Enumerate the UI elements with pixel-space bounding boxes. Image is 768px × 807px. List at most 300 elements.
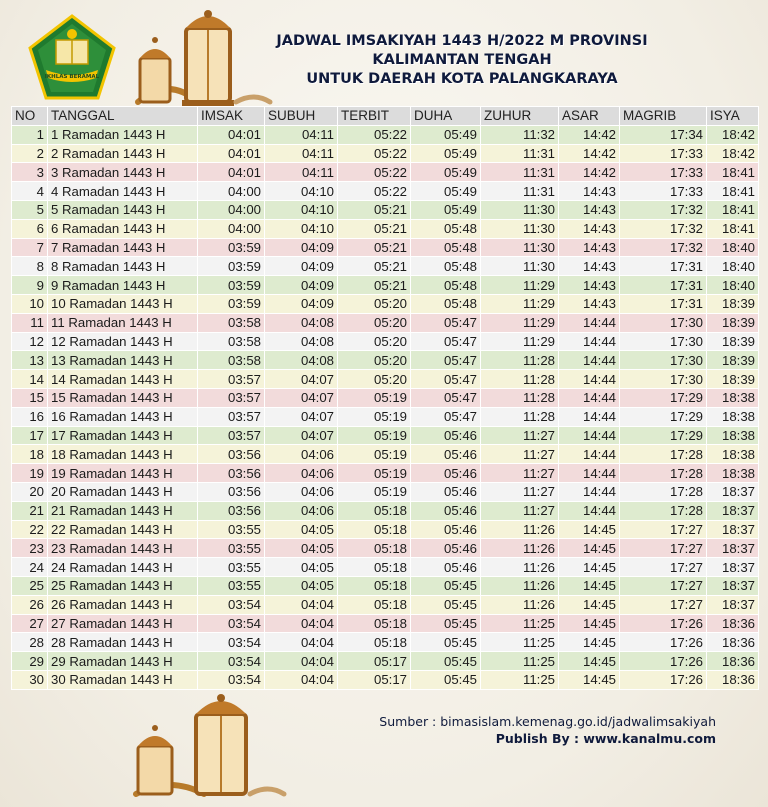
cell-no: 27 — [12, 614, 48, 633]
cell-isya: 18:39 — [707, 351, 759, 370]
cell-tanggal: 7 Ramadan 1443 H — [48, 238, 198, 257]
cell-asar: 14:44 — [559, 351, 620, 370]
cell-imsak: 04:00 — [198, 182, 265, 201]
cell-no: 14 — [12, 370, 48, 389]
cell-terbit: 05:21 — [338, 200, 411, 219]
cell-no: 16 — [12, 407, 48, 426]
cell-duha: 05:46 — [411, 520, 481, 539]
cell-duha: 05:46 — [411, 501, 481, 520]
cell-imsak: 03:57 — [198, 426, 265, 445]
cell-no: 20 — [12, 482, 48, 501]
cell-isya: 18:40 — [707, 257, 759, 276]
cell-magrib: 17:34 — [620, 125, 707, 144]
cell-asar: 14:43 — [559, 294, 620, 313]
cell-no: 6 — [12, 219, 48, 238]
cell-imsak: 03:54 — [198, 633, 265, 652]
table-row — [12, 163, 759, 182]
cell-imsak: 03:58 — [198, 351, 265, 370]
cell-terbit: 05:18 — [338, 595, 411, 614]
cell-asar: 14:44 — [559, 426, 620, 445]
cell-duha: 05:45 — [411, 614, 481, 633]
cell-zuhur: 11:26 — [481, 595, 559, 614]
cell-isya: 18:36 — [707, 633, 759, 652]
title-line-1: JADWAL IMSAKIYAH 1443 H/2022 M PROVINSI — [276, 33, 648, 49]
cell-isya: 18:39 — [707, 294, 759, 313]
table-row — [12, 652, 759, 671]
cell-isya: 18:36 — [707, 652, 759, 671]
cell-zuhur: 11:25 — [481, 670, 559, 689]
cell-isya: 18:37 — [707, 482, 759, 501]
title-line-2: KALIMANTAN TENGAH — [372, 52, 552, 68]
cell-tanggal: 27 Ramadan 1443 H — [48, 614, 198, 633]
cell-tanggal: 10 Ramadan 1443 H — [48, 294, 198, 313]
kemenag-logo — [26, 14, 118, 100]
table-row — [12, 520, 759, 539]
cell-magrib: 17:29 — [620, 388, 707, 407]
cell-imsak: 03:56 — [198, 464, 265, 483]
column-header-isya: ISYA — [707, 107, 759, 126]
cell-terbit: 05:19 — [338, 482, 411, 501]
cell-duha: 05:46 — [411, 445, 481, 464]
cell-terbit: 05:18 — [338, 633, 411, 652]
cell-tanggal: 1 Ramadan 1443 H — [48, 125, 198, 144]
cell-duha: 05:45 — [411, 633, 481, 652]
table-row — [12, 539, 759, 558]
cell-subuh: 04:07 — [265, 407, 338, 426]
cell-zuhur: 11:27 — [481, 445, 559, 464]
cell-zuhur: 11:31 — [481, 144, 559, 163]
cell-duha: 05:47 — [411, 388, 481, 407]
cell-duha: 05:48 — [411, 219, 481, 238]
cell-asar: 14:44 — [559, 464, 620, 483]
table-row — [12, 633, 759, 652]
cell-asar: 14:43 — [559, 200, 620, 219]
cell-asar: 14:43 — [559, 238, 620, 257]
cell-tanggal: 11 Ramadan 1443 H — [48, 313, 198, 332]
cell-duha: 05:49 — [411, 144, 481, 163]
cell-isya: 18:41 — [707, 200, 759, 219]
cell-magrib: 17:27 — [620, 595, 707, 614]
cell-terbit: 05:20 — [338, 351, 411, 370]
cell-asar: 14:44 — [559, 388, 620, 407]
cell-zuhur: 11:29 — [481, 313, 559, 332]
cell-asar: 14:44 — [559, 332, 620, 351]
cell-isya: 18:40 — [707, 276, 759, 295]
cell-subuh: 04:08 — [265, 332, 338, 351]
cell-asar: 14:44 — [559, 482, 620, 501]
cell-terbit: 05:21 — [338, 219, 411, 238]
cell-isya: 18:39 — [707, 313, 759, 332]
cell-magrib: 17:30 — [620, 332, 707, 351]
cell-magrib: 17:26 — [620, 652, 707, 671]
svg-text:IKHLAS BERAMAL: IKHLAS BERAMAL — [44, 74, 100, 80]
cell-zuhur: 11:26 — [481, 558, 559, 577]
cell-zuhur: 11:32 — [481, 125, 559, 144]
cell-tanggal: 15 Ramadan 1443 H — [48, 388, 198, 407]
table-row — [12, 182, 759, 201]
cell-subuh: 04:05 — [265, 520, 338, 539]
cell-asar: 14:45 — [559, 614, 620, 633]
table-row — [12, 388, 759, 407]
cell-terbit: 05:18 — [338, 558, 411, 577]
cell-zuhur: 11:30 — [481, 200, 559, 219]
cell-no: 26 — [12, 595, 48, 614]
cell-tanggal: 14 Ramadan 1443 H — [48, 370, 198, 389]
cell-imsak: 03:54 — [198, 614, 265, 633]
cell-no: 11 — [12, 313, 48, 332]
cell-isya: 18:42 — [707, 125, 759, 144]
cell-imsak: 04:01 — [198, 163, 265, 182]
table-row — [12, 501, 759, 520]
cell-zuhur: 11:27 — [481, 501, 559, 520]
cell-isya: 18:37 — [707, 558, 759, 577]
cell-tanggal: 3 Ramadan 1443 H — [48, 163, 198, 182]
cell-isya: 18:42 — [707, 144, 759, 163]
cell-subuh: 04:05 — [265, 576, 338, 595]
cell-magrib: 17:28 — [620, 464, 707, 483]
cell-tanggal: 4 Ramadan 1443 H — [48, 182, 198, 201]
cell-isya: 18:37 — [707, 539, 759, 558]
cell-duha: 05:47 — [411, 370, 481, 389]
cell-subuh: 04:04 — [265, 670, 338, 689]
cell-tanggal: 30 Ramadan 1443 H — [48, 670, 198, 689]
cell-terbit: 05:18 — [338, 614, 411, 633]
cell-magrib: 17:33 — [620, 163, 707, 182]
cell-tanggal: 17 Ramadan 1443 H — [48, 426, 198, 445]
cell-no: 21 — [12, 501, 48, 520]
column-header-terbit: TERBIT — [338, 107, 411, 126]
table-body — [12, 125, 759, 689]
cell-subuh: 04:04 — [265, 614, 338, 633]
cell-no: 9 — [12, 276, 48, 295]
cell-asar: 14:45 — [559, 652, 620, 671]
cell-tanggal: 21 Ramadan 1443 H — [48, 501, 198, 520]
cell-magrib: 17:28 — [620, 445, 707, 464]
cell-asar: 14:44 — [559, 370, 620, 389]
cell-tanggal: 5 Ramadan 1443 H — [48, 200, 198, 219]
table-row — [12, 370, 759, 389]
cell-terbit: 05:19 — [338, 464, 411, 483]
column-header-magrib: MAGRIB — [620, 107, 707, 126]
cell-tanggal: 2 Ramadan 1443 H — [48, 144, 198, 163]
cell-zuhur: 11:29 — [481, 276, 559, 295]
cell-zuhur: 11:30 — [481, 238, 559, 257]
cell-terbit: 05:17 — [338, 670, 411, 689]
table-row — [12, 257, 759, 276]
cell-no: 4 — [12, 182, 48, 201]
cell-no: 23 — [12, 539, 48, 558]
cell-imsak: 04:01 — [198, 144, 265, 163]
cell-no: 1 — [12, 125, 48, 144]
cell-magrib: 17:29 — [620, 407, 707, 426]
cell-magrib: 17:33 — [620, 144, 707, 163]
cell-no: 18 — [12, 445, 48, 464]
table-row — [12, 445, 759, 464]
cell-tanggal: 25 Ramadan 1443 H — [48, 576, 198, 595]
cell-imsak: 03:55 — [198, 520, 265, 539]
page-title — [272, 32, 652, 89]
cell-magrib: 17:30 — [620, 370, 707, 389]
cell-no: 8 — [12, 257, 48, 276]
cell-duha: 05:49 — [411, 200, 481, 219]
cell-asar: 14:44 — [559, 407, 620, 426]
table-row — [12, 576, 759, 595]
cell-imsak: 03:54 — [198, 652, 265, 671]
cell-asar: 14:42 — [559, 163, 620, 182]
cell-tanggal: 19 Ramadan 1443 H — [48, 464, 198, 483]
cell-subuh: 04:09 — [265, 276, 338, 295]
cell-tanggal: 18 Ramadan 1443 H — [48, 445, 198, 464]
cell-imsak: 03:57 — [198, 388, 265, 407]
cell-asar: 14:44 — [559, 445, 620, 464]
cell-isya: 18:40 — [707, 238, 759, 257]
cell-no: 10 — [12, 294, 48, 313]
cell-asar: 14:43 — [559, 182, 620, 201]
cell-terbit: 05:20 — [338, 332, 411, 351]
lantern-illustration-top — [128, 6, 278, 110]
cell-terbit: 05:20 — [338, 313, 411, 332]
cell-no: 15 — [12, 388, 48, 407]
title-line-3: UNTUK DAERAH KOTA PALANGKARAYA — [306, 71, 618, 87]
cell-magrib: 17:26 — [620, 614, 707, 633]
cell-terbit: 05:20 — [338, 370, 411, 389]
cell-subuh: 04:08 — [265, 313, 338, 332]
cell-asar: 14:45 — [559, 539, 620, 558]
table-row — [12, 313, 759, 332]
cell-magrib: 17:31 — [620, 257, 707, 276]
cell-tanggal: 9 Ramadan 1443 H — [48, 276, 198, 295]
cell-zuhur: 11:30 — [481, 257, 559, 276]
cell-tanggal: 8 Ramadan 1443 H — [48, 257, 198, 276]
cell-duha: 05:45 — [411, 652, 481, 671]
cell-zuhur: 11:29 — [481, 294, 559, 313]
table-row — [12, 558, 759, 577]
cell-asar: 14:45 — [559, 595, 620, 614]
cell-zuhur: 11:27 — [481, 482, 559, 501]
cell-duha: 05:49 — [411, 182, 481, 201]
cell-asar: 14:42 — [559, 144, 620, 163]
cell-no: 13 — [12, 351, 48, 370]
cell-duha: 05:46 — [411, 464, 481, 483]
cell-no: 22 — [12, 520, 48, 539]
cell-imsak: 03:57 — [198, 370, 265, 389]
cell-subuh: 04:05 — [265, 558, 338, 577]
source-text: Sumber : bimasislam.kemenag.go.id/jadwalimsakiyah — [379, 714, 716, 729]
cell-terbit: 05:19 — [338, 445, 411, 464]
cell-tanggal: 28 Ramadan 1443 H — [48, 633, 198, 652]
cell-asar: 14:42 — [559, 125, 620, 144]
cell-imsak: 03:55 — [198, 558, 265, 577]
cell-isya: 18:38 — [707, 426, 759, 445]
cell-terbit: 05:22 — [338, 144, 411, 163]
cell-imsak: 04:01 — [198, 125, 265, 144]
cell-duha: 05:48 — [411, 294, 481, 313]
cell-duha: 05:46 — [411, 539, 481, 558]
cell-isya: 18:36 — [707, 670, 759, 689]
cell-no: 3 — [12, 163, 48, 182]
cell-imsak: 03:56 — [198, 501, 265, 520]
cell-isya: 18:37 — [707, 595, 759, 614]
cell-zuhur: 11:28 — [481, 370, 559, 389]
cell-magrib: 17:32 — [620, 219, 707, 238]
cell-duha: 05:45 — [411, 670, 481, 689]
cell-zuhur: 11:31 — [481, 182, 559, 201]
cell-subuh: 04:11 — [265, 125, 338, 144]
cell-terbit: 05:22 — [338, 125, 411, 144]
cell-isya: 18:41 — [707, 163, 759, 182]
column-header-imsak: IMSAK — [198, 107, 265, 126]
cell-isya: 18:38 — [707, 388, 759, 407]
cell-asar: 14:44 — [559, 313, 620, 332]
cell-tanggal: 22 Ramadan 1443 H — [48, 520, 198, 539]
cell-subuh: 04:10 — [265, 200, 338, 219]
cell-duha: 05:48 — [411, 276, 481, 295]
cell-duha: 05:47 — [411, 407, 481, 426]
cell-magrib: 17:32 — [620, 238, 707, 257]
cell-zuhur: 11:27 — [481, 464, 559, 483]
cell-terbit: 05:18 — [338, 501, 411, 520]
column-header-asar: ASAR — [559, 107, 620, 126]
cell-terbit: 05:19 — [338, 426, 411, 445]
column-header-zuhur: ZUHUR — [481, 107, 559, 126]
cell-asar: 14:45 — [559, 670, 620, 689]
cell-asar: 14:45 — [559, 558, 620, 577]
cell-isya: 18:38 — [707, 407, 759, 426]
cell-duha: 05:47 — [411, 332, 481, 351]
cell-duha: 05:47 — [411, 313, 481, 332]
cell-subuh: 04:06 — [265, 482, 338, 501]
cell-no: 5 — [12, 200, 48, 219]
cell-terbit: 05:21 — [338, 276, 411, 295]
cell-magrib: 17:28 — [620, 501, 707, 520]
cell-subuh: 04:07 — [265, 388, 338, 407]
cell-subuh: 04:09 — [265, 257, 338, 276]
cell-imsak: 03:56 — [198, 482, 265, 501]
table-row — [12, 614, 759, 633]
cell-imsak: 03:59 — [198, 257, 265, 276]
cell-imsak: 04:00 — [198, 219, 265, 238]
cell-magrib: 17:26 — [620, 633, 707, 652]
cell-zuhur: 11:31 — [481, 163, 559, 182]
cell-duha: 05:48 — [411, 238, 481, 257]
cell-terbit: 05:19 — [338, 388, 411, 407]
cell-tanggal: 16 Ramadan 1443 H — [48, 407, 198, 426]
cell-asar: 14:45 — [559, 633, 620, 652]
cell-terbit: 05:19 — [338, 407, 411, 426]
cell-zuhur: 11:25 — [481, 633, 559, 652]
cell-terbit: 05:21 — [338, 257, 411, 276]
cell-subuh: 04:09 — [265, 238, 338, 257]
cell-zuhur: 11:29 — [481, 332, 559, 351]
cell-zuhur: 11:25 — [481, 652, 559, 671]
cell-isya: 18:39 — [707, 332, 759, 351]
cell-imsak: 03:58 — [198, 313, 265, 332]
cell-duha: 05:49 — [411, 125, 481, 144]
cell-terbit: 05:18 — [338, 520, 411, 539]
cell-imsak: 03:57 — [198, 407, 265, 426]
cell-imsak: 03:59 — [198, 294, 265, 313]
cell-asar: 14:45 — [559, 520, 620, 539]
cell-imsak: 03:59 — [198, 276, 265, 295]
cell-magrib: 17:30 — [620, 351, 707, 370]
cell-tanggal: 12 Ramadan 1443 H — [48, 332, 198, 351]
cell-magrib: 17:27 — [620, 520, 707, 539]
table-row — [12, 276, 759, 295]
cell-subuh: 04:06 — [265, 464, 338, 483]
cell-zuhur: 11:28 — [481, 388, 559, 407]
cell-no: 28 — [12, 633, 48, 652]
table-row — [12, 200, 759, 219]
cell-magrib: 17:29 — [620, 426, 707, 445]
cell-subuh: 04:06 — [265, 445, 338, 464]
cell-magrib: 17:26 — [620, 670, 707, 689]
cell-tanggal: 26 Ramadan 1443 H — [48, 595, 198, 614]
cell-subuh: 04:11 — [265, 163, 338, 182]
cell-magrib: 17:31 — [620, 276, 707, 295]
cell-magrib: 17:31 — [620, 294, 707, 313]
cell-asar: 14:43 — [559, 219, 620, 238]
cell-imsak: 03:55 — [198, 576, 265, 595]
cell-isya: 18:38 — [707, 445, 759, 464]
cell-magrib: 17:27 — [620, 576, 707, 595]
table-row — [12, 219, 759, 238]
cell-magrib: 17:33 — [620, 182, 707, 201]
cell-subuh: 04:08 — [265, 351, 338, 370]
cell-asar: 14:43 — [559, 257, 620, 276]
cell-terbit: 05:18 — [338, 539, 411, 558]
cell-duha: 05:46 — [411, 558, 481, 577]
cell-terbit: 05:22 — [338, 163, 411, 182]
column-header-subuh: SUBUH — [265, 107, 338, 126]
cell-tanggal: 24 Ramadan 1443 H — [48, 558, 198, 577]
cell-duha: 05:45 — [411, 595, 481, 614]
cell-tanggal: 29 Ramadan 1443 H — [48, 652, 198, 671]
cell-zuhur: 11:28 — [481, 407, 559, 426]
column-header-duha: DUHA — [411, 107, 481, 126]
cell-imsak: 03:54 — [198, 670, 265, 689]
cell-zuhur: 11:30 — [481, 219, 559, 238]
cell-no: 29 — [12, 652, 48, 671]
table-row — [12, 670, 759, 689]
cell-terbit: 05:21 — [338, 238, 411, 257]
cell-isya: 18:36 — [707, 614, 759, 633]
cell-no: 7 — [12, 238, 48, 257]
cell-imsak: 03:58 — [198, 332, 265, 351]
cell-tanggal: 23 Ramadan 1443 H — [48, 539, 198, 558]
cell-subuh: 04:04 — [265, 633, 338, 652]
cell-imsak: 04:00 — [198, 200, 265, 219]
table-row — [12, 407, 759, 426]
cell-zuhur: 11:25 — [481, 614, 559, 633]
cell-duha: 05:46 — [411, 426, 481, 445]
cell-terbit: 05:18 — [338, 576, 411, 595]
cell-subuh: 04:04 — [265, 652, 338, 671]
table-row — [12, 464, 759, 483]
cell-asar: 14:43 — [559, 276, 620, 295]
cell-isya: 18:37 — [707, 501, 759, 520]
column-header-no: NO — [12, 107, 48, 126]
table-row — [12, 294, 759, 313]
cell-no: 17 — [12, 426, 48, 445]
cell-no: 24 — [12, 558, 48, 577]
cell-no: 2 — [12, 144, 48, 163]
cell-magrib: 17:28 — [620, 482, 707, 501]
cell-imsak: 03:54 — [198, 595, 265, 614]
publisher-text: Publish By : www.kanalmu.com — [495, 731, 716, 746]
cell-duha: 05:47 — [411, 351, 481, 370]
cell-subuh: 04:07 — [265, 426, 338, 445]
table-header-row — [12, 107, 759, 126]
